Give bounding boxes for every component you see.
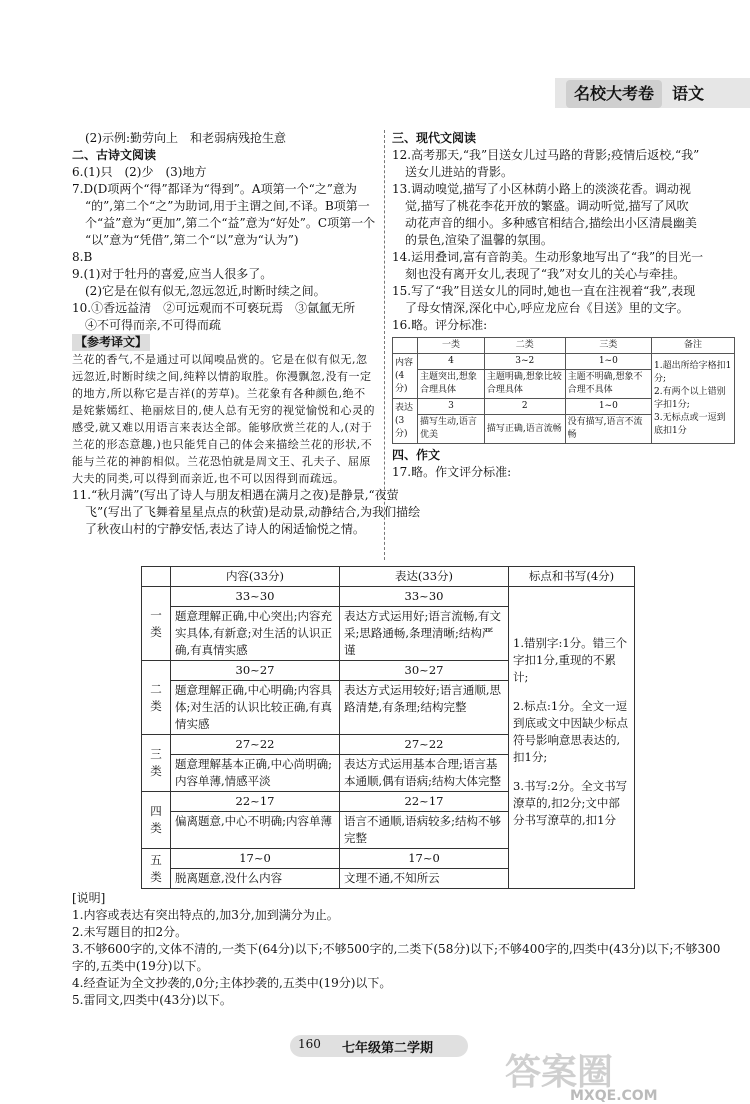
q16-content-label: 内容(4分) xyxy=(393,354,418,399)
essay-score-range: 27~22 xyxy=(171,735,340,755)
q16-content-score: 1~0 xyxy=(565,354,651,370)
essay-score-range: 17~0 xyxy=(171,849,340,869)
essay-header-punctuation: 标点和书写(4分) xyxy=(509,567,635,587)
essay-score-range: 22~17 xyxy=(171,792,340,812)
answer-line: 7.D(D项两个“得”都译为“得到”。A项第一个“之”意为 xyxy=(72,182,357,196)
q16-expression-desc: 描写生动,语言优美 xyxy=(418,415,485,444)
q16-content-desc: 主题明确,想象比较合理具体 xyxy=(484,370,565,399)
essay-criteria: 脱离题意,没什么内容 xyxy=(171,869,340,889)
q16-expression-score: 3 xyxy=(418,399,485,415)
essay-criteria: 语言不通顺,语病较多;结构不够完整 xyxy=(340,812,509,849)
watermark-url: MXQE.COM xyxy=(570,1088,658,1104)
q16-expression-desc: 描写正确,语言流畅 xyxy=(484,415,565,444)
essay-score-range: 33~30 xyxy=(340,587,509,607)
answer-line: 15.写了“我”目送女儿的同时,她也一直在注视着“我”,表现 xyxy=(392,284,696,298)
answer-line: (2)它是在似有似无,忽远忽近,时断时续之间。 xyxy=(85,284,326,298)
essay-criteria: 题意理解基本正确,中心尚明确;内容单薄,情感平淡 xyxy=(171,755,340,792)
page-header xyxy=(0,0,750,125)
punctuation-criteria xyxy=(509,587,635,889)
answer-line: 飞”(写出了飞舞着星星点点的秋萤)是动景,动静结合,为我们描绘 xyxy=(85,505,421,519)
essay-header-content: 内容(33分) xyxy=(171,567,340,587)
q16-expression-score: 2 xyxy=(484,399,565,415)
subject-label: 语文 xyxy=(672,84,705,103)
essay-header-expression: 表达(33分) xyxy=(340,567,509,587)
essay-scoring-table xyxy=(141,566,635,889)
q16-expression-score: 1~0 xyxy=(565,399,651,415)
answer-line: 三、现代文阅读 xyxy=(392,131,477,145)
answer-line: (2)示例:勤劳向上 和老弱病残抢生意 xyxy=(85,131,287,145)
essay-score-range: 30~27 xyxy=(340,661,509,681)
note-item: 4.经查证为全文抄袭的,0分;主体抄袭的,五类中(19分)以下。 xyxy=(72,976,392,990)
q16-expression-label: 表达(3分) xyxy=(393,399,418,444)
essay-criteria: 偏离题意,中心不明确;内容单薄 xyxy=(171,812,340,849)
q16-remark-item: 1.超出所给字格扣1分; xyxy=(654,360,732,384)
page-footer xyxy=(290,1035,510,1057)
essay-criteria: 表达方式运用基本合理;语言基本通顺,偶有语病;结构大体完整 xyxy=(340,755,509,792)
answer-line: 13.调动嗅觉,描写了小区林荫小路上的淡淡花香。调动视 xyxy=(392,182,691,196)
q16-content-desc: 主题不明确,想象不合理不具体 xyxy=(565,370,651,399)
answer-line: 送女儿进站的背影。 xyxy=(405,165,514,179)
question-11-answer xyxy=(72,487,421,538)
answer-line: “的”,第二个“之”为助词,用于主谓之间,不译。B项第一 xyxy=(85,199,370,213)
answer-line: ④不可得而亲,不可得而疏 xyxy=(85,318,221,332)
q16-remarks xyxy=(652,354,735,444)
notes-list xyxy=(72,907,722,1009)
watermark-logo: 答案圈 xyxy=(505,1052,614,1093)
essay-score-range: 30~27 xyxy=(171,661,340,681)
answer-line: 12.高考那天,“我”目送女儿过马路的背影;疫情后返校,“我” xyxy=(392,148,700,162)
answer-line: 动花声音的细小。多种感官相结合,描绘出小区清晨幽美 xyxy=(405,216,697,230)
page-number: 160 xyxy=(298,1037,321,1051)
essay-score-range: 17~0 xyxy=(340,849,509,869)
answer-line: 个“益”意为“更加”,第二个“益”意为“好处”。C项第一个 xyxy=(85,216,376,230)
reference-translation-heading: 【参考译文】 xyxy=(72,334,150,351)
essay-score-range: 33~30 xyxy=(171,587,340,607)
essay-criteria: 表达方式运用较好;语言通顺,思路清楚,有条理;结构完整 xyxy=(340,681,509,735)
q16-remark-item: 2.有两个以上错别字扣1分; xyxy=(654,386,726,410)
left-answer-lines xyxy=(72,130,377,334)
notes-section xyxy=(72,890,722,1009)
answer-line: 10.①香远益清 ②可远观而不可亵玩焉 ③氤氲无所 xyxy=(72,301,356,315)
punctuation-item: 3.书写:2分。全文书写潦草的,扣2分;文中部分书写潦草的,扣1分 xyxy=(513,778,628,827)
essay-criteria: 题意理解正确,中心突出;内容充实具体,有新意;对生活的认识正确,有真情实感 xyxy=(171,607,340,661)
answer-line: 9.(1)对于牡丹的喜爱,应当人很多了。 xyxy=(72,267,273,281)
reference-translation: 兰花的香气,不是通过可以闻嗅品赏的。它是在似有似无,忽远忽近,时断时续之间,纯粹以情韵取胜。你漫飘忽,没有一定的地方,所以称它是吉祥(的芳草)。兰花象有各种颜色,绝不是姹紫嫣红、艳丽炫目的,使人总有无穷的视觉愉悦和心灵的感受,就又难以用语言来表达全部。能够欣赏兰花的人,(对于兰花的形态意趣,)也只能凭自己的体会来描绘兰花的形状,不能与兰花的神韵相似。兰花恐怕就是周文王、孔夫子、屈原大夫的同类,可以得到而亲近,也不可以因得到而疏远。 xyxy=(72,353,375,485)
composition-section xyxy=(392,447,732,481)
answer-line: 11.“秋月满”(写出了诗人与朋友相遇在满月之夜)是静景,“夜萤 xyxy=(72,488,399,502)
q16-content-score: 4 xyxy=(418,354,485,370)
q16-content-score: 3~2 xyxy=(484,354,565,370)
answer-line: 的景色,渲染了温馨的氛围。 xyxy=(405,233,553,247)
essay-criteria: 表达方式运用好;语言流畅,有文采;思路通畅,条理清晰;结构严谨 xyxy=(340,607,509,661)
answer-line: 8.B xyxy=(72,250,93,264)
essay-score-range: 22~17 xyxy=(340,792,509,812)
answer-line: 6.(1)只 (2)少 (3)地方 xyxy=(72,165,207,179)
answer-line: 了秋夜山村的宁静安恬,表达了诗人的闲适愉悦之情。 xyxy=(85,522,365,536)
q16-expression-desc: 没有描写,语言不流畅 xyxy=(565,415,651,444)
grade-label: 七年级第二学期 xyxy=(342,1041,434,1056)
punctuation-item: 1.错别字:1分。错三个字扣1分,重现的不累计; xyxy=(513,635,628,684)
answer-line: 觉,描写了桃花李花开放的繁盛。调动听觉,描写了风吹 xyxy=(405,199,689,213)
q16-header-class3: 三类 xyxy=(565,338,651,354)
q16-header-class2: 二类 xyxy=(484,338,565,354)
q16-remark-item: 3.无标点或一逗到底扣1分 xyxy=(654,412,726,436)
q16-scoring-table xyxy=(392,337,735,444)
answer-line: 刻也没有离开女儿,表现了“我”对女儿的关心与牵挂。 xyxy=(405,267,686,281)
note-item: 3.不够600字的,文体不清的,一类下(64分)以下;不够500字的,二类下(58分)以下;不够400字的,四类中(43分)以下;不够300字的,五类中(19分)以下。 xyxy=(72,942,721,973)
essay-score-range: 27~22 xyxy=(340,735,509,755)
answer-line: 14.运用叠词,富有音韵美。生动形象地写出了“我”的目光一 xyxy=(392,250,704,264)
q16-header-blank xyxy=(393,338,418,354)
essay-header-blank xyxy=(142,567,171,587)
q16-content-desc: 主题突出,想象合理具体 xyxy=(418,370,485,399)
answer-line: “以”意为“凭借”,第二个“以”意为“认为”) xyxy=(85,233,299,247)
q16-header-remark: 备注 xyxy=(652,338,735,354)
answer-line: 了母女情深,深化中心,呼应龙应台《目送》里的文字。 xyxy=(405,301,689,315)
note-item: 1.内容或表达有突出特点的,加3分,加到满分为止。 xyxy=(72,908,339,922)
right-column xyxy=(392,130,732,481)
answer-line: 17.略。作文评分标准: xyxy=(392,465,512,479)
essay-class-label: 四类 xyxy=(142,792,171,849)
q16-header-class1: 一类 xyxy=(418,338,485,354)
essay-table-body xyxy=(142,587,635,889)
right-answer-lines xyxy=(392,130,732,334)
series-badge: 名校大考卷 xyxy=(566,80,662,108)
note-item: 5.雷同文,四类中(43分)以下。 xyxy=(72,993,232,1007)
essay-class-label: 三类 xyxy=(142,735,171,792)
essay-class-label: 二类 xyxy=(142,661,171,735)
note-item: 2.未写题目的扣2分。 xyxy=(72,925,188,939)
essay-class-label: 五类 xyxy=(142,849,171,889)
essay-criteria: 文理不通,不知所云 xyxy=(340,869,509,889)
answer-line: 四、作文 xyxy=(392,448,441,462)
answer-line: 16.略。评分标准: xyxy=(392,318,488,332)
notes-title: [说明] xyxy=(72,891,106,905)
essay-class-label: 一类 xyxy=(142,587,171,661)
punctuation-item: 2.标点:1分。全文一逗到底或文中因缺少标点符号影响意思表达的,扣1分; xyxy=(513,698,628,764)
answer-line: 二、古诗文阅读 xyxy=(72,148,157,162)
essay-criteria: 题意理解正确,中心明确;内容具体;对生活的认识比较正确,有真情实感 xyxy=(171,681,340,735)
